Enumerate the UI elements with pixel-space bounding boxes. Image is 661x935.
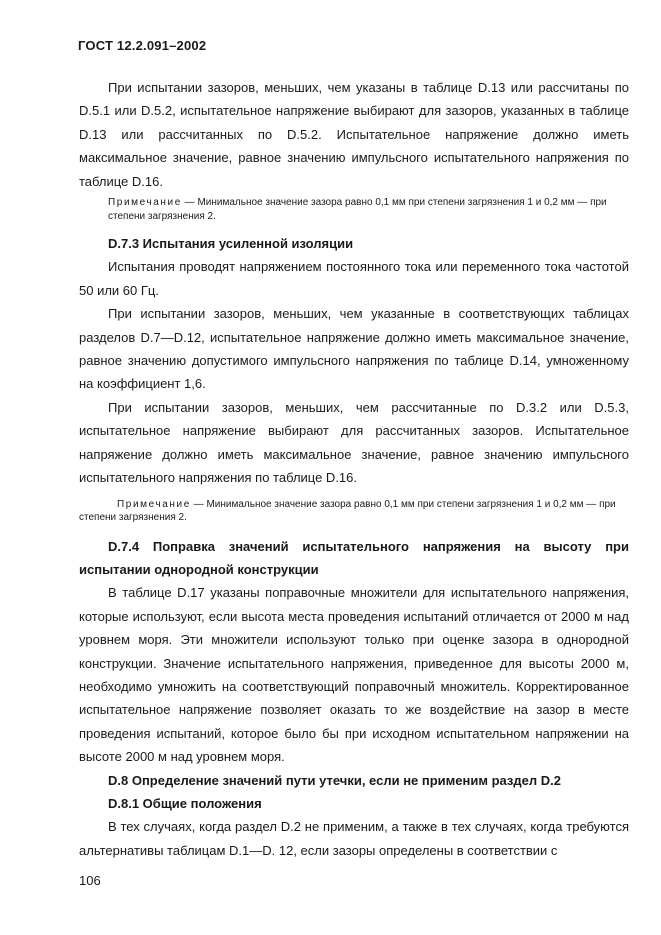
paragraph-reinforced-clearance: При испытании зазоров, меньших, чем указанные в соответствующих таблицах разделов D.7—D.12, испытательное напряжение должно иметь максимальное значение, равное значению допустимого импульсного напряжения по таблице D.14, умноженному на коэффициент 1,6. <box>79 306 629 392</box>
document-body <box>79 76 629 862</box>
section-heading-d81: D.8.1 Общие положения <box>108 795 262 811</box>
section-heading-d8: D.8 Определение значений пути утечки, если не применим раздел D.2 <box>108 772 561 788</box>
note-text: — Минимальное значение зазора равно 0,1 мм при степени загрязнения 1 и 0,2 мм — при степени загрязнения 2. <box>79 498 616 523</box>
paragraph-general-provisions: В тех случаях, когда раздел D.2 не применим, а также в тех случаях, когда требуются альтернативы таблицам D.1—D. 12, если зазоры определены в соответствии с <box>79 819 629 858</box>
paragraph-calculated-clearance: При испытании зазоров, меньших, чем рассчитанные по D.3.2 или D.5.3, испытательное напряжение выбирают для рассчитанных зазоров. Испытательное напряжение должно иметь максимальное значение, равное значению импульсного испытательного напряжения по таблице D.16. <box>79 399 629 486</box>
page-number: 106 <box>79 873 101 888</box>
note-label: Примечание <box>117 498 191 510</box>
note-min-clearance-2 <box>79 498 629 525</box>
section-heading-d74: D.7.4 Поправка значений испытательного напряжения на высоту при испытании однородной конструкции <box>79 538 629 577</box>
note-text: — Минимальное значение зазора равно 0,1 мм при степени загрязнения 1 и 0,2 мм — при степени загрязнения 2. <box>108 197 607 222</box>
paragraph-test-voltage: При испытании зазоров, меньших, чем указаны в таблице D.13 или рассчитаны по D.5.1 или D.5.2, испытательное напряжение выбирают для зазоров, указанных в таблице D.13 или рассчитанных по D.5.2. Испытательное напряжение должно иметь максимальное значение, равное значению импульсного испытательного напряжения по таблице D.16. <box>79 80 629 189</box>
paragraph-altitude-correction: В таблице D.17 указаны поправочные множители для испытательного напряжения, которые используют, если высота места проведения испытаний отличается от 2000 м над уровнем моря. Эти множители используют только при оценке зазора в однородной конструкции. Значение испытательного напряжения, приведенное для высоты 2000 м, необходимо умножить на соответствующий поправочный множитель. Корректированное испытательное напряжение позволяет оказать то же воздействие на зазор в месте проведения испытаний, которое было бы при исходном испытательном напряжении на высоте 2000 м над уровнем моря. <box>79 585 629 765</box>
section-heading-d73: D.7.3 Испытания усиленной изоляции <box>108 236 354 252</box>
document-header: ГОСТ 12.2.091–2002 <box>78 38 207 53</box>
note-min-clearance-1 <box>79 196 629 223</box>
paragraph-reinforced-test: Испытания проводят напряжением постоянного тока или переменного тока частотой 50 или 60 Гц. <box>79 259 629 298</box>
note-label: Примечание <box>108 197 182 209</box>
